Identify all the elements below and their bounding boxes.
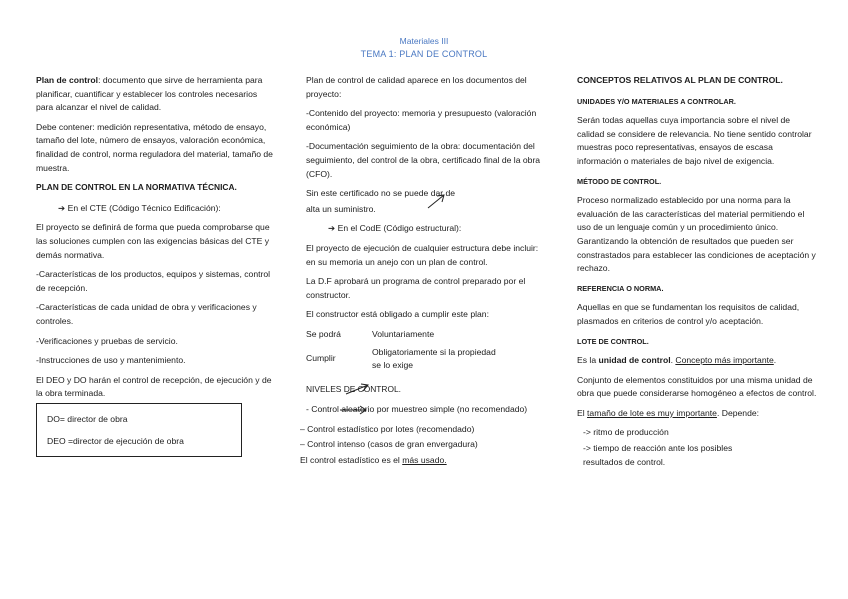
contents-paragraph: Debe contener: medición representativa, método de ensayo, tamaño del lote, número de ensayos, valoración económica, finalidad de control, norma reguladora del material, tamaño de muestra. — [36, 121, 273, 173]
option-mandatory — [306, 346, 546, 373]
comply-value-2: se lo exige — [372, 360, 414, 371]
option-voluntary — [306, 328, 546, 342]
lot-line — [577, 354, 817, 368]
lot-heading: LOTE DE CONTROL. — [577, 336, 649, 346]
units-text: Serán todas aquellas cuya importancia sobre el nivel de calidad se considere de relevancia. No tiene sentido controlar muestras poco representativas, ensayos de escasa información o materiales de bajo nivel de exigencia. — [577, 115, 812, 166]
topic-title: TEMA 1: PLAN DE CONTROL — [360, 49, 488, 59]
reference-text: Aquellas en que se fundamentan los requisitos de calidad, plasmados en criterios de control y/o aceptación. — [577, 302, 800, 326]
plan-term: Plan de control — [36, 75, 99, 85]
concepts-heading: CONCEPTOS RELATIVOS AL PLAN DE CONTROL. — [577, 75, 783, 85]
bullet-4: -Instrucciones de uso y mantenimiento. — [36, 355, 186, 366]
certificate-note-2: alta un suministro. — [306, 203, 376, 214]
lot-bold: unidad de control — [598, 355, 671, 366]
dependency-1: -> ritmo de producción — [583, 427, 669, 438]
subject-title: Materiales III — [399, 36, 449, 46]
reference-heading: REFERENCIA O NORMA. — [577, 283, 664, 293]
column-middle — [300, 74, 546, 474]
lot-post: . — [773, 355, 777, 366]
bullet-3: -Verificaciones y pruebas de servicio. — [36, 335, 178, 346]
comply-label: Cumplir — [306, 352, 336, 363]
box-line-deo: DEO =director de ejecución de obra — [47, 435, 184, 446]
lot-definition: Conjunto de elementos constituidos por una misma unidad de obra que puede considerarse homogéneo a efectos de control. — [577, 374, 817, 399]
code-item: ➔ En el CodE (Código estructural): — [328, 223, 462, 234]
lot-underlined: Concepto más importante — [675, 355, 774, 366]
units-heading: UNIDADES Y/O MATERIALES A CONTROLAR. — [577, 96, 736, 106]
level-note — [300, 454, 546, 468]
level-note-underlined: más usado. — [402, 455, 447, 466]
size-pre: El — [577, 407, 588, 418]
can-value: Voluntariamente — [372, 328, 435, 339]
box-line-do: DO= director de obra — [47, 413, 128, 424]
constructor-text: El constructor está obligado a cumplir este plan: — [306, 309, 489, 320]
column-right — [577, 74, 817, 471]
can-label: Se podrá — [306, 328, 341, 339]
column-left — [36, 74, 276, 457]
df-text: La D.F aprobará un programa de control preparado por el constructor. — [306, 276, 526, 300]
size-underlined: tamaño de lote es muy importante — [587, 407, 717, 418]
size-post: . Depende: — [716, 407, 760, 418]
certificate-note-1: Sin este certificado no se puede dar de — [306, 188, 456, 199]
dependency-2-a: -> tiempo de reacción ante los posibles — [583, 443, 733, 454]
cte-text: El proyecto se definirá de forma que pueda comprobarse que las soluciones cumplen con las exigencias básicas del CTE y demás normativa. — [36, 222, 270, 260]
method-heading: MÉTODO DE CONTROL. — [577, 176, 662, 186]
level-note-text: El control estadístico es el — [300, 455, 403, 466]
dependency-2-b: resultados de control. — [583, 456, 666, 467]
level-1: - Control aleatorio por muestreo simple (no recomendado) — [306, 404, 528, 415]
plan-definition-text: : documento que sirve de herramienta para planificar, cuantificar y establecer los controles necesarios para alcanzar el nivel de calidad. — [36, 75, 263, 113]
normativa-heading: PLAN DE CONTROL EN LA NORMATIVA TÉCNICA. — [36, 182, 237, 193]
project-intro: Plan de control de calidad aparece en los documentos del proyecto: — [306, 75, 527, 99]
level-2: – Control estadístico por lotes (recomendado) — [300, 423, 475, 434]
lot-mid: . — [670, 355, 676, 366]
comply-value-1: Obligatoriamente si la propiedad — [372, 346, 496, 357]
bullet-2: -Características de cada unidad de obra y verificaciones y controles. — [36, 302, 257, 326]
content-item: -Contenido del proyecto: memoria y presupuesto (valoración económica) — [306, 108, 537, 132]
levels-heading: NIVELES DE CONTROL. — [306, 383, 401, 394]
lot-pre: Es la — [577, 355, 599, 366]
code-text: El proyecto de ejecución de cualquier estructura debe incluir: en su memoria un anejo con un plan de control. — [306, 242, 539, 267]
definitions-box — [36, 403, 242, 457]
dependency-2 — [577, 442, 817, 469]
plan-definition — [36, 74, 276, 115]
level-3: – Control intenso (casos de gran envergadura) — [300, 439, 478, 450]
method-text: Proceso normalizado establecido por una norma para la evaluación de las características del material permitiendo el uso de un lenguaje común y un procedimiento único. Garantizando la obtención de resultados que pueden ser constrastados para establecer las condiciones de aceptación y rechazo. — [577, 195, 816, 274]
lot-size-line — [577, 407, 817, 421]
documentation-item: -Documentación seguimiento de la obra: documentación del seguimiento, del control de la obra, certificado final de la obra (CFO). — [306, 141, 541, 179]
deo-text: El DEO y DO harán el control de recepción, de ejecución y de la obra terminada. — [36, 374, 272, 399]
bullet-1: -Características de los productos, equipos y sistemas, control de recepción. — [36, 269, 271, 293]
comply-value — [372, 346, 496, 373]
cte-item: ➔ En el CTE (Código Técnico Edificación): — [58, 202, 221, 213]
